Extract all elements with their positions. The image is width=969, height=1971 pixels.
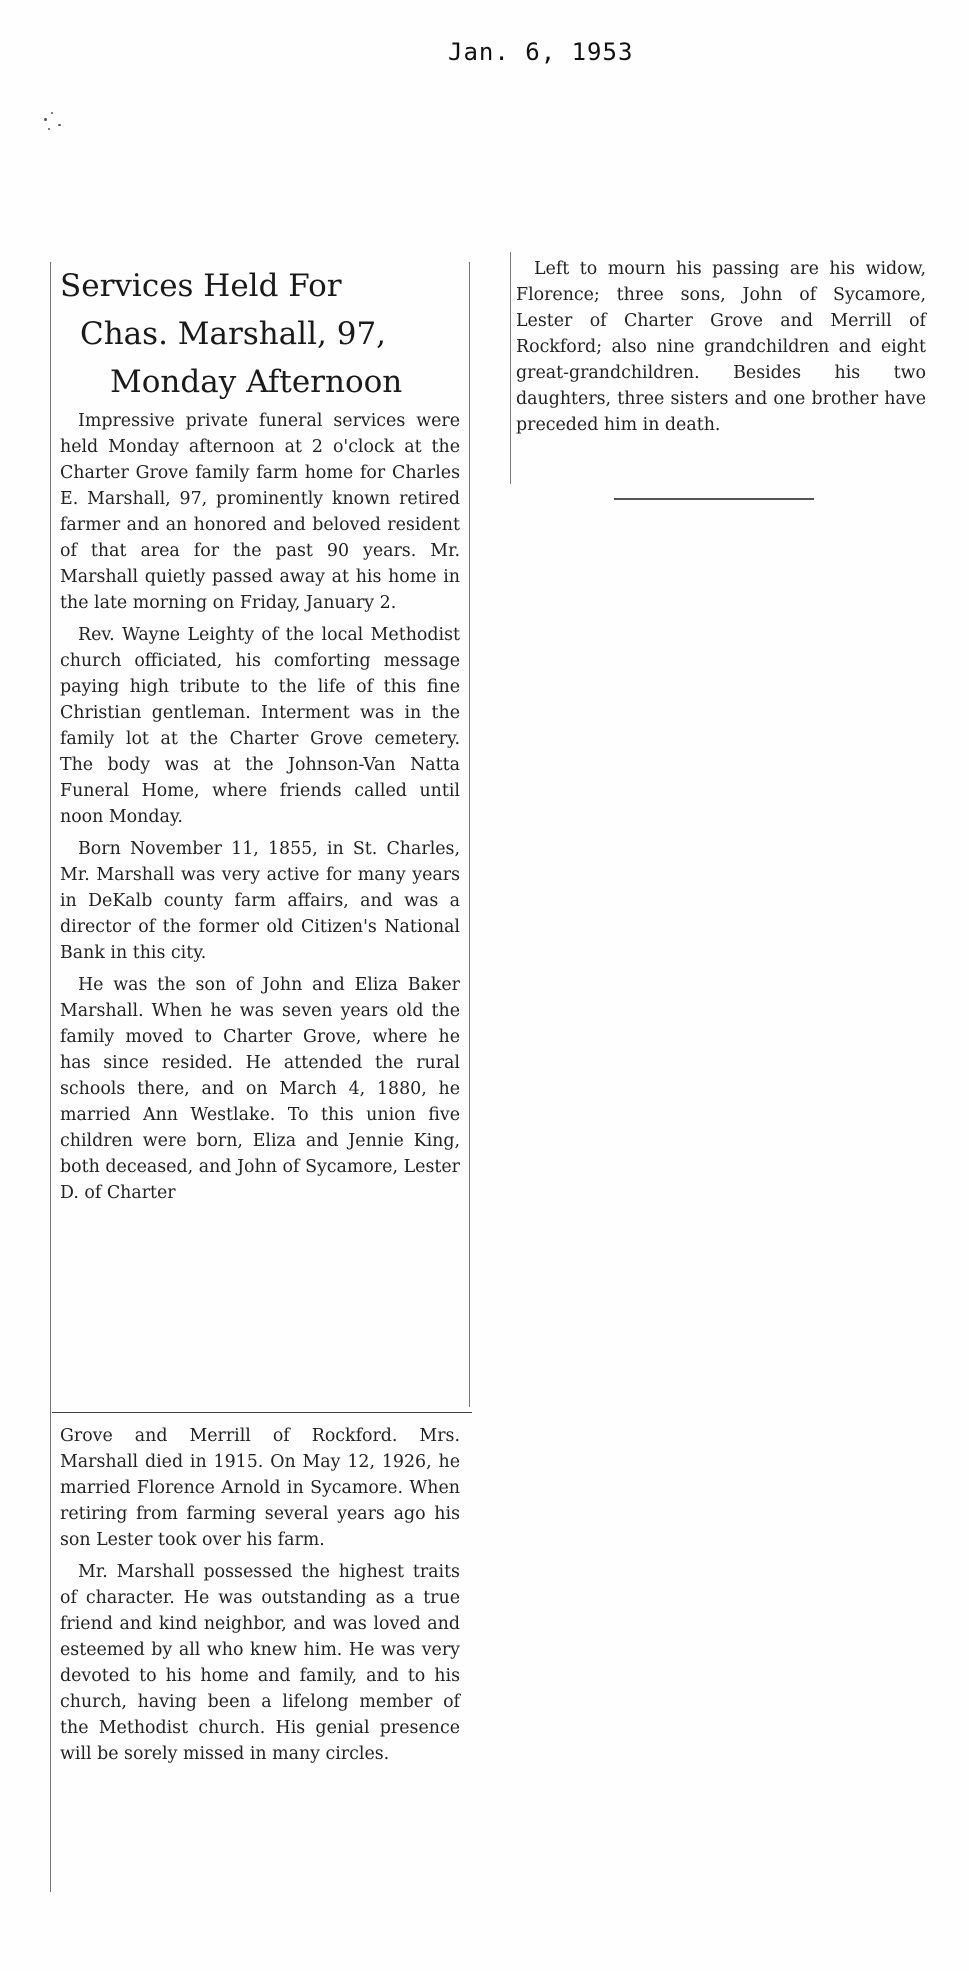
end-of-article-rule <box>614 498 814 500</box>
article-column-1-continued <box>60 1423 460 1773</box>
clipping-date: Jan. 6, 1953 <box>448 38 634 66</box>
article-paragraph: Rev. Wayne Leighty of the local Methodist church officiated, his comforting message paying high tribute to the life of this fine Christian gentleman. Interment was in the family lot at the Charter Grove cemetery. The body was at the Johnson-Van Natta Funeral Home, where friends called until noon Monday. <box>60 625 460 827</box>
obituary-headline <box>58 262 470 406</box>
column2-left-border <box>510 252 511 484</box>
scan-speck <box>58 124 61 126</box>
article-paragraph: Mr. Marshall possessed the highest traits of character. He was outstanding as a true friend and kind neighbor, and was loved and esteemed by all who knew him. He was very devoted to his home and family, and to his church, having been a lifelong member of the Methodist church. His genial presence will be sorely missed in many circles. <box>60 1562 460 1764</box>
article-paragraph: Impressive private funeral services were held Monday afternoon at 2 o'clock at the Charter Grove family farm home for Charles E. Marshall, 97, prominently known retired farmer and an honored and beloved resident of that area for the past 90 years. Mr. Marshall quietly passed away at his home in the late morning on Friday, January 2. <box>60 411 460 613</box>
article-paragraph: Grove and Merrill of Rockford. Mrs. Marshall died in 1915. On May 12, 1926, he married Florence Arnold in Sycamore. When retiring from farming several years ago his son Lester took over his farm. <box>60 1426 460 1550</box>
left-column-border <box>50 262 51 1892</box>
headline-line-3: Monday Afternoon <box>110 364 403 400</box>
clipping-fold-line <box>52 1412 472 1413</box>
headline-line-2: Chas. Marshall, 97, <box>80 316 387 352</box>
article-paragraph: Left to mourn his passing are his widow, Florence; three sons, John of Sycamore, Lester of Charter Grove and Merrill of Rockford; also nine grandchildren and eight great-grandchildren. Besides his two daughters, three sisters and one brother have preceded him in death. <box>516 259 926 435</box>
column-divider <box>469 262 470 1407</box>
scan-speck <box>48 128 50 130</box>
article-paragraph: He was the son of John and Eliza Baker Marshall. When he was seven years old the family moved to Charter Grove, where he has since resided. He attended the rural schools there, and on March 4, 1880, he married Ann Westlake. To this union five children were born, Eliza and Jennie King, both deceased, and John of Sycamore, Lester D. of Charter <box>60 975 460 1203</box>
article-paragraph: Born November 11, 1855, in St. Charles, Mr. Marshall was very active for many years in DeKalb county farm affairs, and was a director of the former old Citizen's National Bank in this city. <box>60 839 460 963</box>
article-column-2 <box>516 256 926 444</box>
scan-speck <box>51 112 53 114</box>
article-column-1 <box>60 408 460 1212</box>
scan-speck <box>44 118 47 121</box>
headline-line-1: Services Held For <box>60 268 342 304</box>
